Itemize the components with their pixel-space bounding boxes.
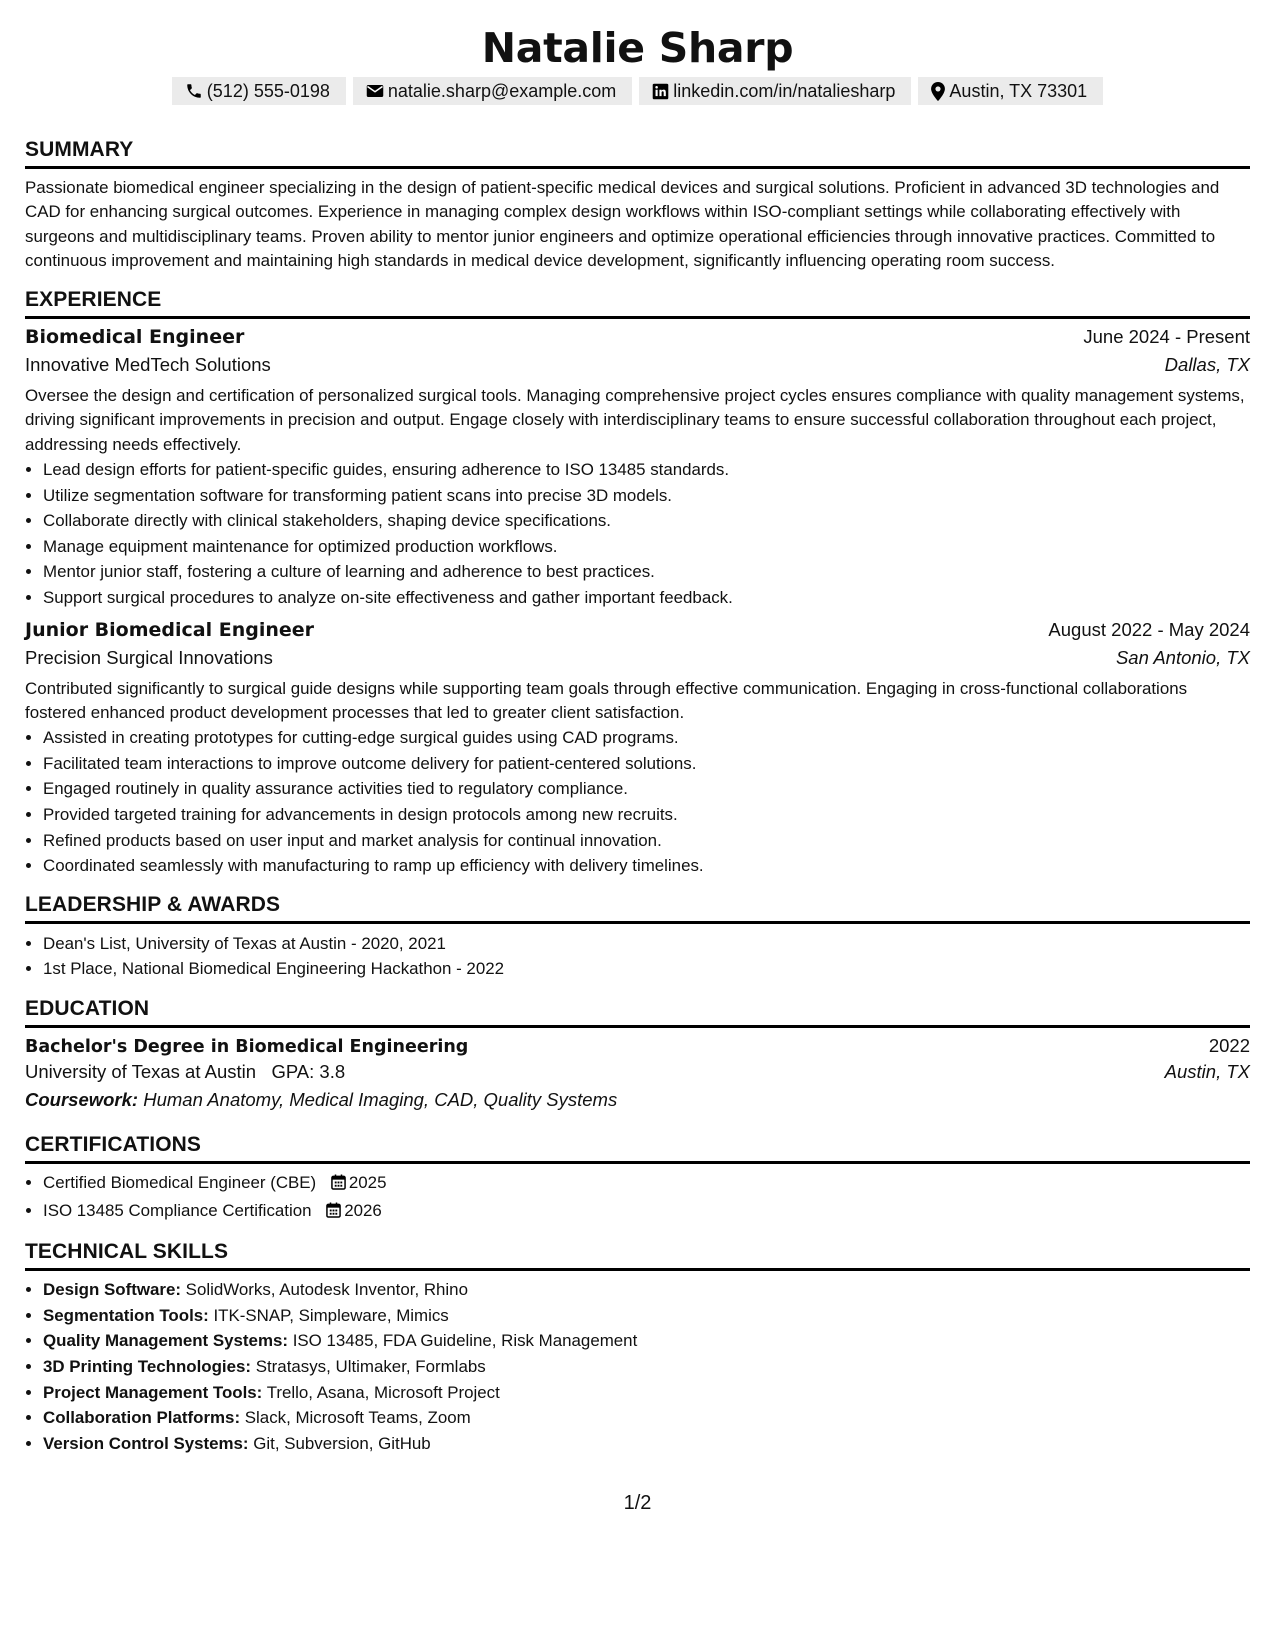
list-item: • Dean's List, University of Texas at Austin - 2020, 2021	[43, 931, 1250, 957]
degree-title: Bachelor's Degree in Biomedical Engineering	[25, 1036, 469, 1057]
list-item	[43, 1198, 1250, 1226]
list-item: • Mentor junior staff, fostering a culture of learning and adherence to best practices.	[43, 559, 1250, 585]
list-item: • Facilitated team interactions to improve outcome delivery for patient-centered solutions.	[43, 751, 1250, 777]
certifications-section	[25, 1132, 1250, 1225]
company-name: Innovative MedTech Solutions	[25, 354, 271, 376]
list-item: • Collaborate directly with clinical stakeholders, shaping device specifications.	[43, 508, 1250, 534]
job-entry	[25, 619, 1250, 879]
list-item: • Support surgical procedures to analyze on-site effectiveness and gather important feedback.	[43, 585, 1250, 611]
skills-section	[25, 1239, 1250, 1456]
list-item	[43, 1170, 1250, 1198]
job-description: Oversee the design and certification of personalized surgical tools. Managing comprehensive project cycles ensures compliance with quality management systems, driving significant improvements in precision and output. Engage closely with interdisciplinary teams to ensure successful collaboration throughout each project, addressing needs effectively.	[25, 386, 1245, 454]
skill-value: Git, Subversion, GitHub	[253, 1433, 431, 1453]
school-name: University of Texas at Austin	[25, 1060, 257, 1082]
skill-value: Trello, Asana, Microsoft Project	[266, 1382, 500, 1402]
skill-label: Segmentation Tools:	[43, 1305, 209, 1325]
gpa-text: GPA: 3.8	[271, 1060, 346, 1082]
education-section	[25, 996, 1250, 1111]
section-title: SUMMARY	[25, 137, 1250, 169]
list-item: • Lead design efforts for patient-specific guides, ensuring adherence to ISO 13485 standards.	[43, 457, 1250, 483]
email-chip[interactable]	[353, 77, 632, 105]
skill-label: Collaboration Platforms:	[43, 1408, 241, 1428]
skill-label: Project Management Tools:	[43, 1382, 263, 1402]
job-dates: August 2022 - May 2024	[1048, 618, 1250, 640]
calendar-icon	[326, 1200, 341, 1226]
list-item	[43, 1277, 1250, 1303]
certification-name: Certified Biomedical Engineer (CBE)	[43, 1172, 317, 1192]
section-title: LEADERSHIP & AWARDS	[25, 892, 1250, 924]
job-description: Contributed significantly to surgical guide designs while supporting team goals through effective communication. Engaging in cross-functional collaborations fostered enhanced product development processes that led to greater client satisfaction.	[25, 678, 1188, 722]
linkedin-text: linkedin.com/in/nataliesharp	[673, 80, 896, 101]
list-item: • Engaged routinely in quality assurance activities tied to regulatory compliance.	[43, 776, 1250, 802]
job-bullets	[25, 457, 1250, 611]
coursework	[25, 1089, 1250, 1111]
list-item: • Provided targeted training for advancements in design protocols among new recruits.	[43, 802, 1250, 828]
section-title: EDUCATION	[25, 996, 1250, 1028]
skill-value: ISO 13485, FDA Guideline, Risk Management	[292, 1331, 638, 1351]
certification-name: ISO 13485 Compliance Certification	[43, 1200, 312, 1220]
experience-section	[25, 287, 1250, 879]
skills-list	[25, 1277, 1250, 1456]
phone-text: (512) 555-0198	[206, 80, 330, 101]
job-location: Dallas, TX	[1164, 354, 1250, 376]
list-item	[43, 1431, 1250, 1457]
job-dates: June 2024 - Present	[1083, 326, 1250, 348]
section-title: CERTIFICATIONS	[25, 1132, 1250, 1164]
skill-value: Stratasys, Ultimaker, Formlabs	[255, 1356, 486, 1376]
job-title: Biomedical Engineer	[25, 326, 245, 349]
certification-year: 2025	[348, 1172, 387, 1192]
phone-chip[interactable]	[172, 77, 346, 105]
list-item	[43, 1328, 1250, 1354]
candidate-name: Natalie Sharp	[481, 24, 794, 72]
contact-bar	[25, 77, 1250, 105]
skill-label: Version Control Systems:	[43, 1433, 249, 1453]
coursework-text: Human Anatomy, Medical Imaging, CAD, Quality Systems	[143, 1088, 618, 1110]
certifications-list	[25, 1170, 1250, 1225]
location-chip	[918, 77, 1103, 105]
page-number: 1/2	[623, 1492, 652, 1514]
school-location: Austin, TX	[1164, 1060, 1250, 1082]
graduation-year: 2022	[1208, 1034, 1250, 1056]
section-title: TECHNICAL SKILLS	[25, 1239, 1250, 1271]
certification-year: 2026	[344, 1200, 382, 1220]
skill-value: ITK-SNAP, Simpleware, Mimics	[213, 1305, 449, 1325]
list-item	[43, 1354, 1250, 1380]
envelope-icon	[366, 83, 384, 99]
company-name: Precision Surgical Innovations	[25, 646, 273, 668]
skill-value: Slack, Microsoft Teams, Zoom	[244, 1408, 471, 1428]
location-text: Austin, TX 73301	[949, 80, 1088, 101]
linkedin-chip[interactable]	[639, 77, 911, 105]
coursework-label: Coursework:	[25, 1088, 139, 1110]
list-item	[43, 1380, 1250, 1406]
leadership-section	[25, 892, 1250, 982]
linkedin-icon	[652, 83, 669, 100]
list-item: • Assisted in creating prototypes for cutting-edge surgical guides using CAD programs.	[43, 725, 1250, 751]
list-item: • Refined products based on user input and market analysis for continual innovation.	[43, 828, 1250, 854]
summary-section	[25, 137, 1250, 273]
list-item	[43, 1405, 1250, 1431]
phone-icon	[185, 82, 203, 100]
list-item	[43, 1303, 1250, 1329]
email-text: natalie.sharp@example.com	[387, 80, 617, 101]
skill-label: Design Software:	[43, 1280, 181, 1300]
job-location: San Antonio, TX	[1115, 646, 1250, 668]
skill-label: 3D Printing Technologies:	[43, 1356, 252, 1376]
summary-text: Passionate biomedical engineer specializing in the design of patient-specific medical devices and surgical solutions. Proficient in advanced 3D technologies and CAD for enhancing surgical outcomes. Experience in managing complex design workflows within ISO-compliant settings while collaborating effectively with surgeons and multidisciplinary teams. Proven ability to mentor junior engineers and optimize operational efficiencies through innovative practices. Committed to continuous improvement and maintaining high standards in medical device development, significantly influencing operating room success.	[25, 178, 1220, 270]
calendar-icon	[331, 1172, 346, 1198]
skill-value: SolidWorks, Autodesk Inventor, Rhino	[185, 1280, 468, 1300]
list-item: • Manage equipment maintenance for optimized production workflows.	[43, 534, 1250, 560]
list-item: • 1st Place, National Biomedical Engineering Hackathon - 2022	[43, 956, 1250, 982]
awards-list	[25, 931, 1250, 982]
job-bullets	[25, 725, 1250, 879]
map-pin-icon	[931, 82, 945, 101]
list-item: • Coordinated seamlessly with manufacturing to ramp up efficiency with delivery timelines.	[43, 853, 1250, 879]
list-item: • Utilize segmentation software for transforming patient scans into precise 3D models.	[43, 483, 1250, 509]
job-title: Junior Biomedical Engineer	[25, 618, 315, 641]
job-entry	[25, 326, 1250, 610]
skill-label: Quality Management Systems:	[43, 1331, 288, 1351]
section-title: EXPERIENCE	[25, 287, 1250, 319]
